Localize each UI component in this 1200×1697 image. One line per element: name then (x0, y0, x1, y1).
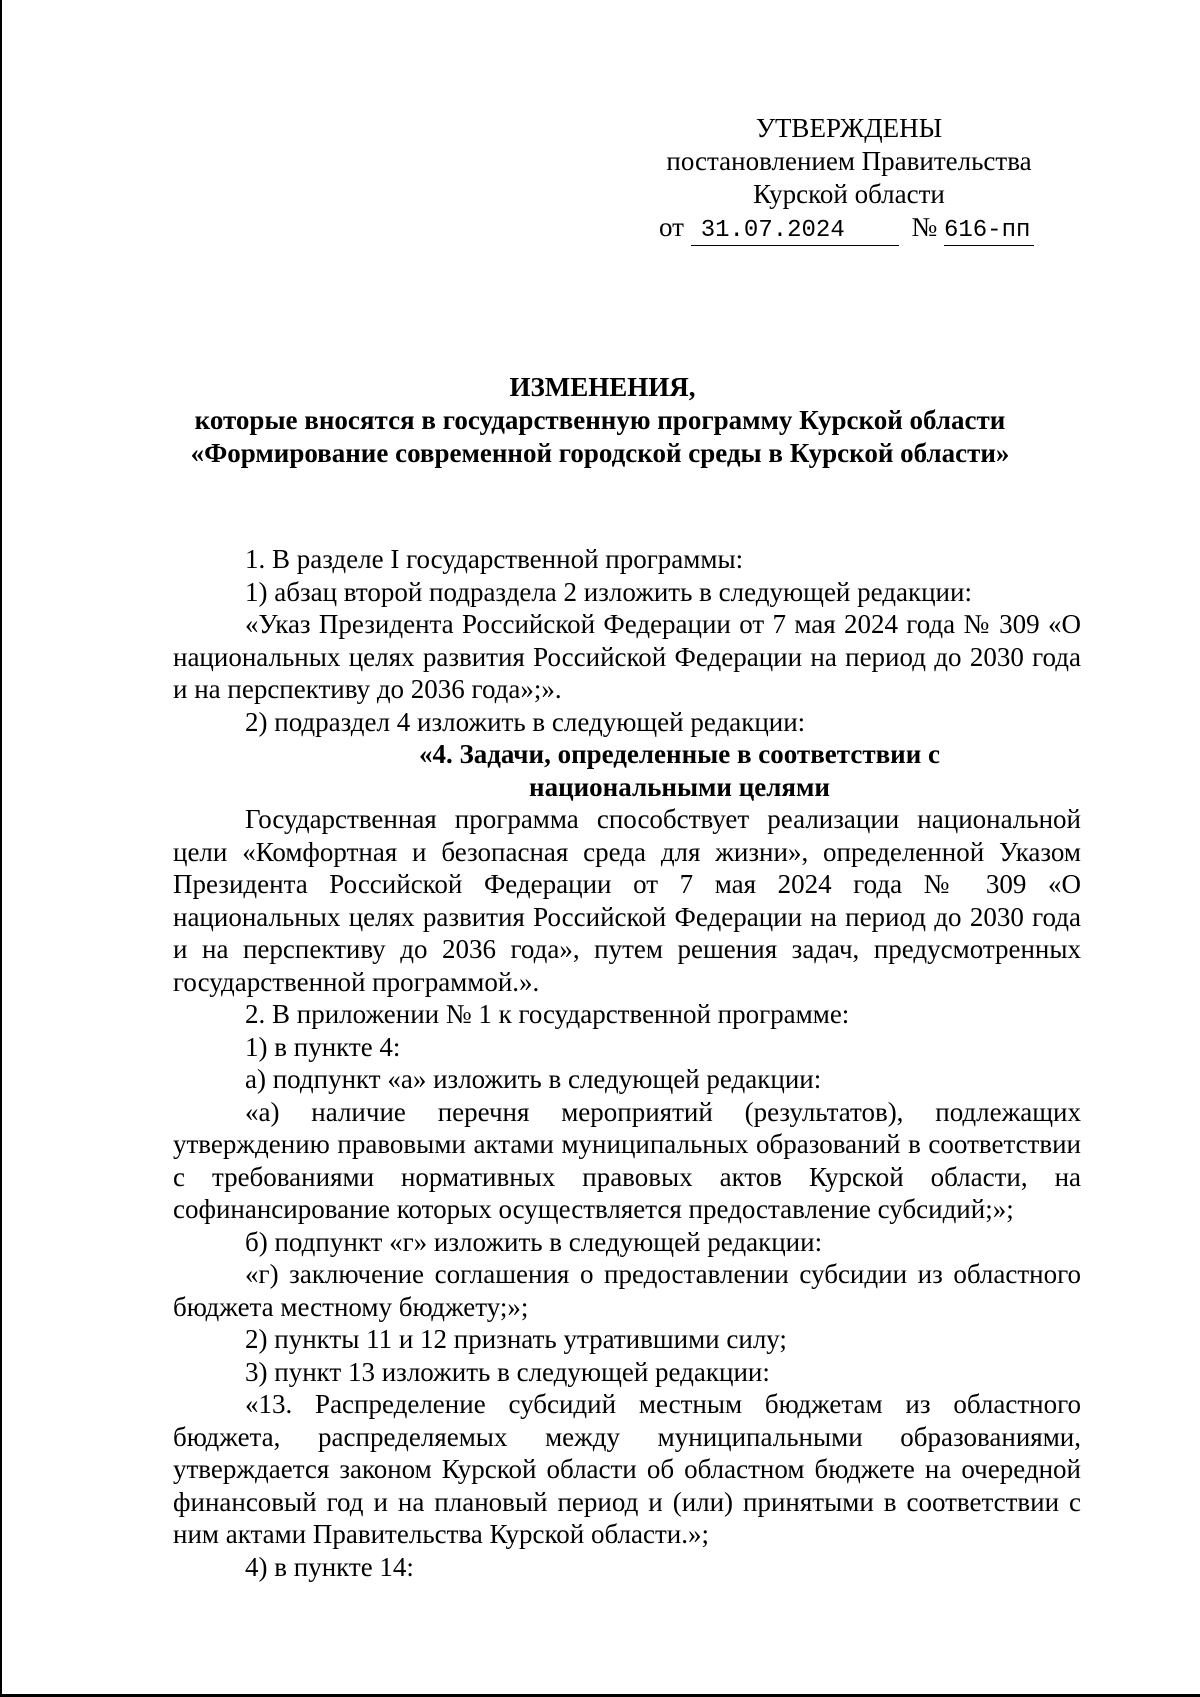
paragraph: «13. Распределение субсидий местным бюджетам из областного бюджета, распределяемых между муниципальными образованиями, утверждается законом Курской области об областном бюджете на очередной финансовый год и на плановый период и (или) принятыми в соответствии с ним актами Правительства Курской области.»; (173, 1389, 1081, 1549)
paragraph: 2) пункты 11 и 12 признать утратившими силу; (245, 1324, 787, 1354)
paragraph: 4) в пункте 14: (245, 1551, 414, 1582)
paragraph: 2. В приложении № 1 к государственной программе: (245, 999, 850, 1029)
paragraph: 1) в пункте 4: (245, 1031, 401, 1062)
paragraph: б) подпункт «г» изложить в следующей редакции: (245, 1226, 823, 1257)
document-title (0, 371, 1200, 470)
paragraph: Государственная программа способствует реализации национальной цели «Комфортная и безопасная среда для жизни», определенной Указом Президента Российской Федерации от 7 мая 2024 года № 309 «О национальных целях развития Российской Федерации на период до 2030 года и на перспективу до 2036 года», путем решения задач, предусмотренных государственной программой.». (173, 804, 1081, 997)
title-subtitle-2: «Формирование современной городской среды в Курской области» (190, 438, 1010, 468)
paragraph: «Указ Президента Российской Федерации от 7 мая 2024 года № 309 «О национальных целях развития Российской Федерации на период до 2030 года и на перспективу до 2036 года»;». (173, 609, 1081, 704)
approval-stamp-block (640, 112, 1070, 246)
paragraph: «а) наличие перечня мероприятий (результатов), подлежащих утверждению правовыми актами муниципальных образований в соответствии с требованиями нормативных правовых актов Курской области, на софинансирование которых осуществляется предоставление субсидий;»; (173, 1096, 1081, 1224)
section-heading-line-1: «4. Задачи, определенные в соответствии с (418, 739, 941, 769)
approval-authority: постановлением Правительства (666, 146, 1032, 176)
title-subtitle-1: которые вносятся в государственную программу Курской области (194, 405, 1006, 435)
section-heading-line-2: национальными целями (529, 771, 830, 802)
document-body (173, 543, 1081, 1583)
title-main: ИЗМЕНЕНИЯ, (509, 372, 696, 402)
approval-number: 616-пп (944, 217, 1034, 246)
paragraph: 3) пункт 13 изложить в следующей редакции: (245, 1356, 770, 1387)
paragraph: 2) подраздел 4 изложить в следующей редакции: (245, 706, 806, 737)
from-label: от (659, 212, 684, 242)
paragraph: 1) абзац второй подраздела 2 изложить в следующей редакции: (245, 576, 972, 607)
paragraph: а) подпункт «а» изложить в следующей редакции: (245, 1064, 822, 1094)
approval-date-number-line (659, 211, 1070, 246)
approval-region: Курской области (753, 179, 945, 209)
scan-border-left (0, 0, 2, 1697)
paragraph: «г) заключение соглашения о предоставлении субсидии из областного бюджета местному бюджету;»; (173, 1259, 1081, 1322)
paragraph: 1. В разделе I государственной программы: (245, 544, 744, 574)
number-label: № (911, 212, 938, 242)
approval-date: 31.07.2024 (691, 217, 899, 246)
approval-heading: УТВЕРЖДЕНЫ (755, 113, 943, 143)
